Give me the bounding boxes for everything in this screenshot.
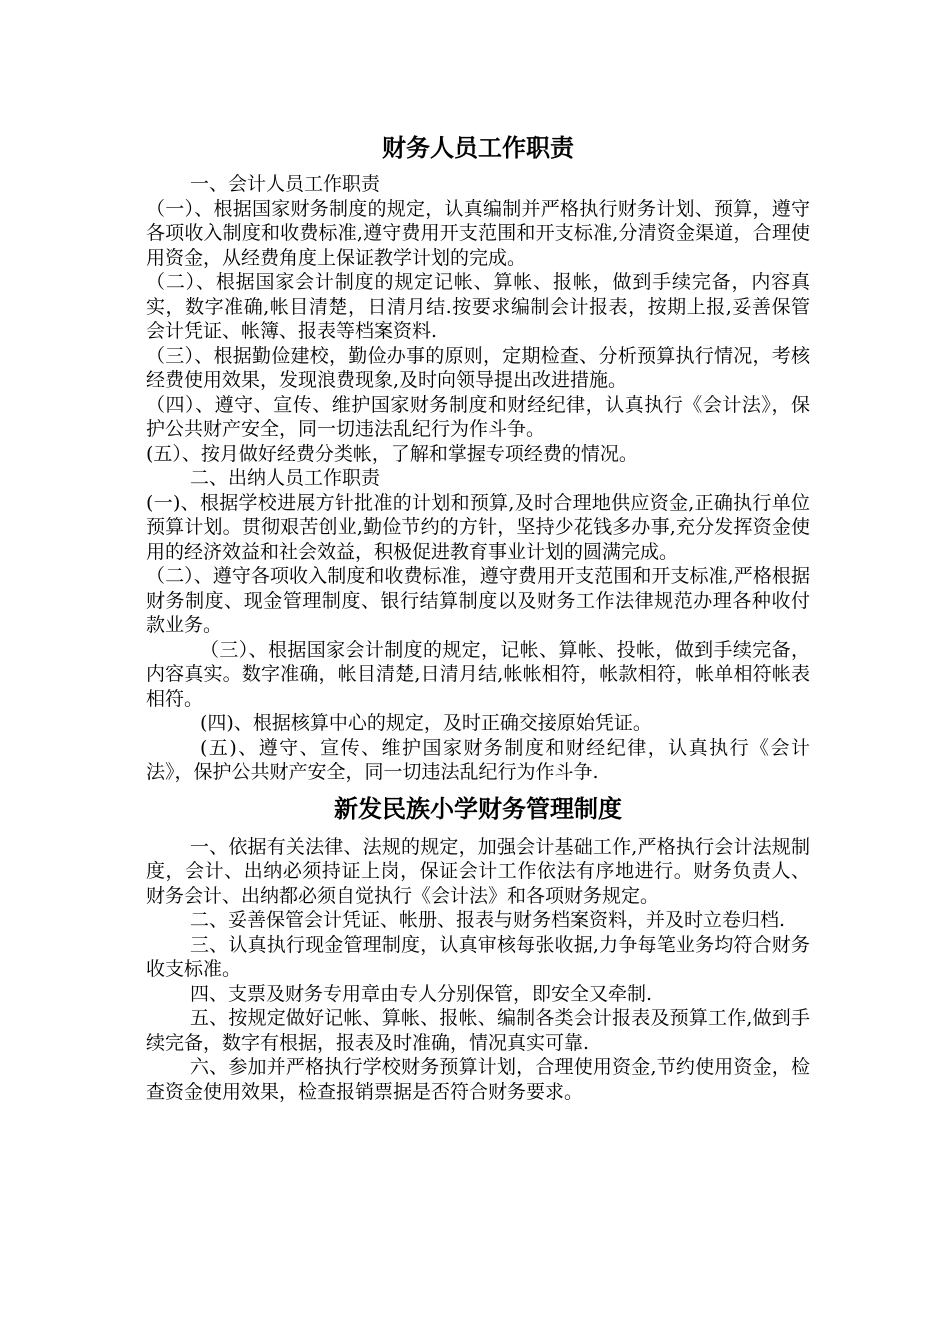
section1-item-1: （一）、根据国家财务制度的规定，认真编制并严格执行财务计划、预算，遵守各项收入制度和收费标准,遵守费用开支范围和开支标准,分清资金渠道，合理使用资金，从经费角度上保证教学计划的完成。 [146, 197, 810, 269]
section2-item-4: (四)、根据核算中心的规定，及时正确交接原始凭证。 [200, 712, 652, 734]
section1-item-5: (五）、按月做好经费分类帐，了解和掌握专项经费的情况。 [146, 442, 638, 465]
rule-item-1: 一、依据有关法律、法规的规定，加强会计基础工作,严格执行会计法规制度，会计、出纳必须持证上岗，保证会计工作依法有序地进行。财务负责人、财务会计、出纳都必须自觉执行《会计法》和各项财务规定。 [146, 835, 810, 907]
document-page [146, 130, 810, 1104]
section2-item-5: (五)、遵守、宣传、维护国家财务制度和财经纪律，认真执行《会计法》，保护公共财产安全，同一切违法乱纪行为作斗争. [146, 736, 810, 783]
document-title-2: 新发民族小学财务管理制度 [334, 793, 622, 823]
rule-item-4: 四、支票及财务专用章由专人分别保管，即安全又牵制. [190, 982, 653, 1005]
section1-item-3: （三）、根据勤俭建校，勤俭办事的原则，定期检查、分析预算执行情况，考核经费使用效果，发现浪费现象,及时向领导提出改进措施。 [146, 344, 810, 391]
section1-heading: 一、会计人员工作职责 [190, 173, 381, 195]
section2-item-2: （二）、遵守各项收入制度和收费标准，遵守费用开支范围和开支标准,严格根据财务制度、现金管理制度、银行结算制度以及财务工作法律规范办理各种收付款业务。 [146, 565, 810, 636]
section2-item-1: (一)、根据学校进展方针批准的计划和预算,及时合理地供应资金,正确执行单位预算计划。贯彻艰苦创业,勤俭节约的方针，坚持少花钱多办事,充分发挥资金使用的经济效益和社会效益，积极促进教育事业计划的圆满完成。 [146, 491, 810, 563]
rule-item-2: 二、妥善保管会计凭证、帐册、报表与财务档案资料，并及时立卷归档. [190, 909, 786, 931]
section2-item-3: （三）、根据国家会计制度的规定，记帐、算帐、投帐，做到手续完备，内容真实。数字准确，帐目清楚,日清月结,帐帐相符，帐款相符，帐单相符帐表相符。 [146, 638, 810, 710]
rule-item-6: 六、参加并严格执行学校财务预算计划，合理使用资金,节约使用资金，检查资金使用效果，检查报销票据是否符合财务要求。 [146, 1056, 810, 1103]
section1-item-4: （四）、遵守、宣传、维护国家财务制度和财经纪律，认真执行《会计法》，保护公共财产安全，同一切违法乱纪行为作斗争。 [146, 393, 810, 440]
section2-heading: 二、出纳人员工作职责 [190, 467, 381, 489]
rule-item-5: 五、按规定做好记帐、算帐、报帐、编制各类会计报表及预算工作,做到手续完备，数字有根据，报表及时准确，情况真实可靠. [146, 1007, 810, 1054]
section1-item-2: （二）、根据国家会计制度的规定记帐、算帐、报帐，做到手续完备，内容真实，数字准确,帐目清楚，日清月结.按要求编制会计报表，按期上报,妥善保管会计凭证、帐簿、报表等档案资料. [146, 271, 810, 342]
document-title: 财务人员工作职责 [382, 133, 574, 162]
rule-item-3: 三、认真执行现金管理制度，认真审核每张收据,力争每笔业务均符合财务收支标准。 [146, 933, 810, 980]
